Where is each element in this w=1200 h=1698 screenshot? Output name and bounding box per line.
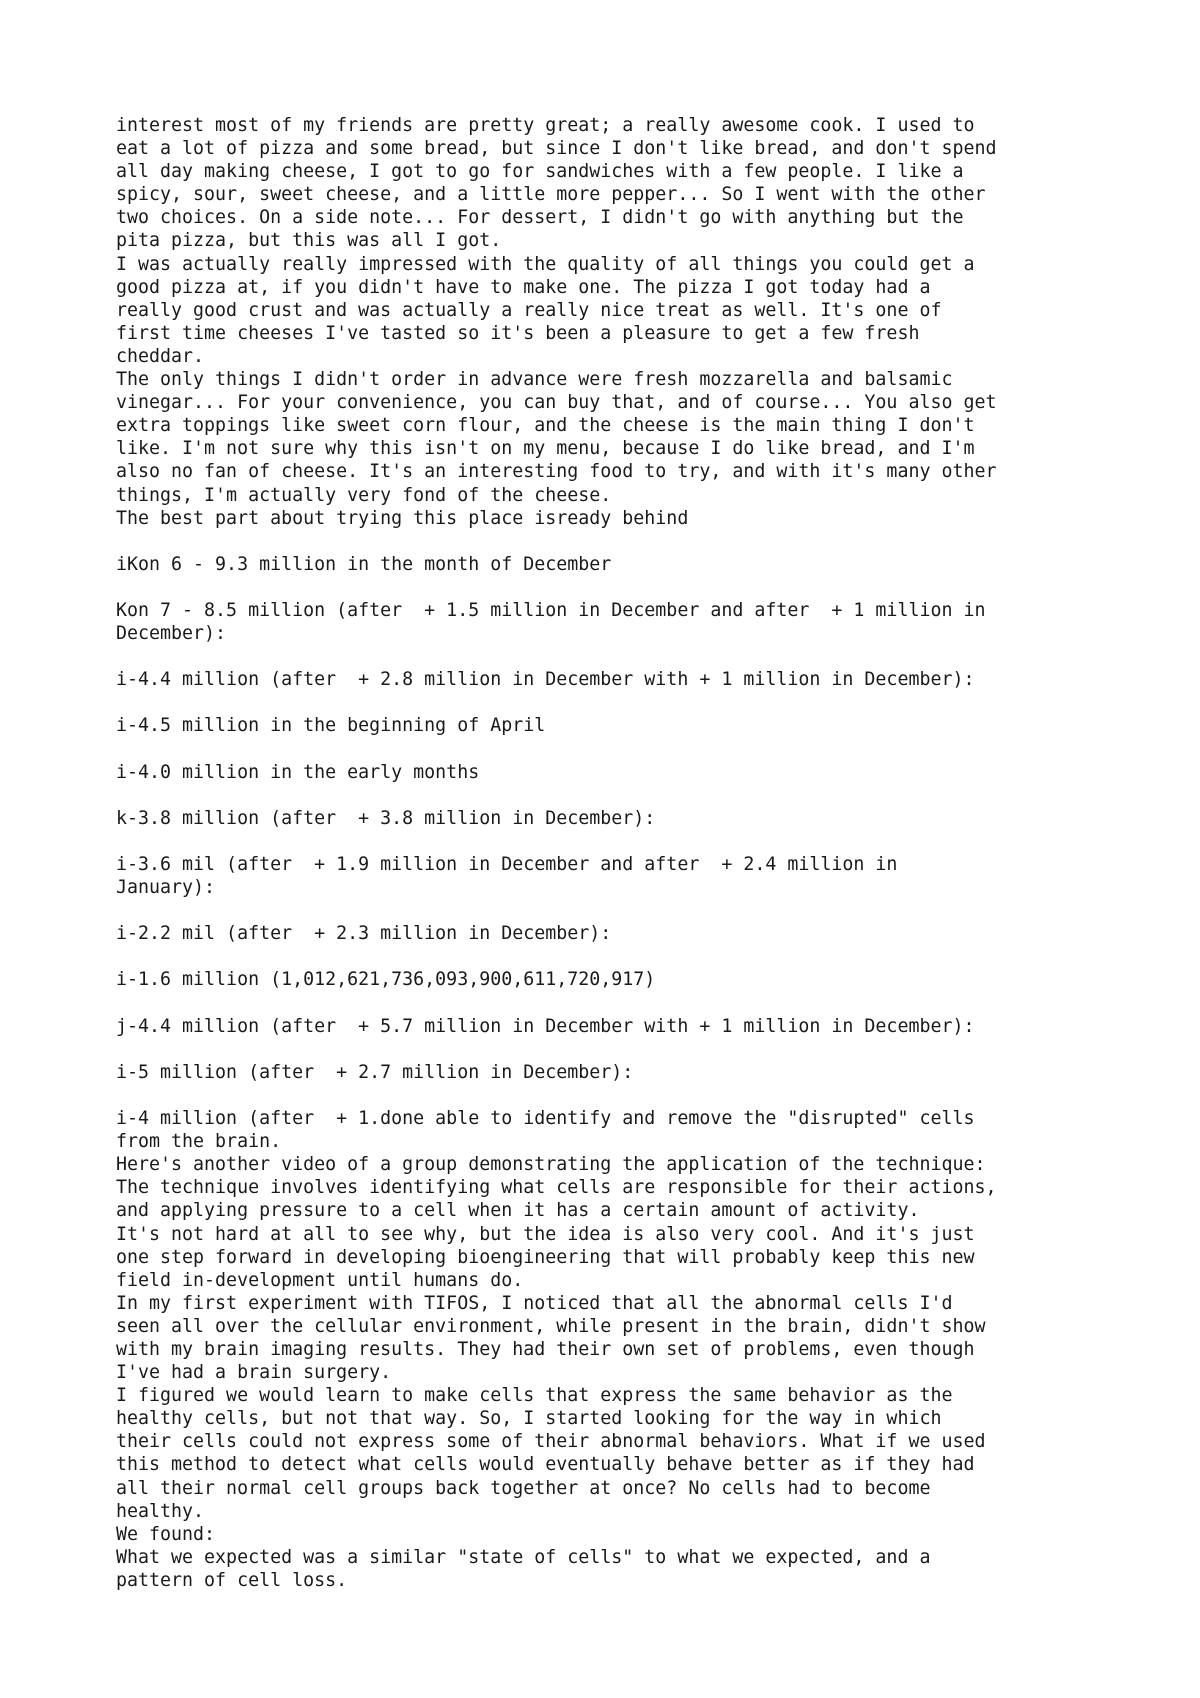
text-line: extra toppings like sweet corn flour, and the cheese is the main thing I don't — [116, 415, 975, 437]
text-line — [116, 899, 1176, 922]
text-line — [116, 1084, 1176, 1107]
text-line: from the brain. — [116, 1131, 282, 1153]
text-line: i-2.2 mil (after + 2.3 million in December): — [116, 923, 612, 945]
text-line: healthy. — [116, 1500, 205, 1522]
text-line: interest most of my friends are pretty great; a really awesome cook. I used to — [116, 115, 975, 136]
text-line: cheddar. — [116, 345, 205, 367]
text-line: i-4.4 million (after + 2.8 million in December with + 1 million in December): — [116, 669, 975, 691]
text-line — [116, 691, 1176, 714]
text-line — [116, 992, 1176, 1015]
text-line: I've had a brain surgery. — [116, 1362, 392, 1384]
text-line — [116, 784, 1176, 807]
text-line: iKon 6 - 9.3 million in the month of December — [116, 553, 612, 575]
text-line: It's not hard at all to see why, but the idea is also very cool. And it's just — [116, 1223, 975, 1245]
text-line: healthy cells, but not that way. So, I started looking for the way in which — [116, 1408, 942, 1430]
text-line — [116, 530, 1176, 553]
text-line: first time cheeses I've tasted so it's been a pleasure to get a few fresh — [116, 322, 920, 344]
text-line: We found: — [116, 1523, 216, 1545]
text-line: pita pizza, but this was all I got. — [116, 230, 502, 252]
text-line: this method to detect what cells would eventually behave better as if they had — [116, 1454, 975, 1476]
text-line — [116, 738, 1176, 761]
text-line: seen all over the cellular environment, while present in the brain, didn't show — [116, 1315, 986, 1337]
text-line: i-4.5 million in the beginning of April — [116, 715, 546, 737]
text-line: i-5 million (after + 2.7 million in December): — [116, 1061, 634, 1083]
text-line: vinegar... For your convenience, you can buy that, and of course... You also get — [116, 392, 997, 414]
text-line: and applying pressure to a cell when it has a certain amount of activity. — [116, 1200, 920, 1222]
text-line: also no fan of cheese. It's an interesting food to try, and with it's many other — [116, 461, 997, 483]
text-line: field in-development until humans do. — [116, 1269, 524, 1291]
text-line: eat a lot of pizza and some bread, but since I don't like bread, and don't spend — [116, 138, 997, 160]
text-line: k-3.8 million (after + 3.8 million in December): — [116, 807, 656, 829]
text-line: two choices. On a side note... For dessert, I didn't go with anything but the — [116, 207, 964, 229]
text-line: one step forward in developing bioengineering that will probably keep this new — [116, 1246, 975, 1268]
text-line: The technique involves identifying what cells are responsible for their actions, — [116, 1177, 997, 1199]
text-line: pattern of cell loss. — [116, 1569, 348, 1591]
text-line: In my first experiment with TIFOS, I noticed that all the abnormal cells I'd — [116, 1292, 953, 1314]
text-line: Kon 7 - 8.5 million (after + 1.5 million in December and after + 1 million in — [116, 599, 986, 621]
text-line: i-1.6 million (1,012,621,736,093,900,611,720,917) — [116, 969, 656, 991]
text-line: really good crust and was actually a really nice treat as well. It's one of — [116, 299, 942, 321]
text-line: with my brain imaging results. They had their own set of problems, even though — [116, 1338, 975, 1360]
text-line: i-3.6 mil (after + 1.9 million in December and after + 2.4 million in — [116, 854, 898, 875]
text-line: December): — [116, 623, 227, 645]
text-line: all day making cheese, I got to go for sandwiches with a few people. I like a — [116, 161, 964, 183]
text-line — [116, 830, 1176, 853]
text-line: The best part about trying this place isready behind — [116, 507, 689, 529]
text-line — [116, 576, 1176, 599]
text-line: i-4.0 million in the early months — [116, 761, 480, 783]
text-line: j-4.4 million (after + 5.7 million in December with + 1 million in December): — [116, 1015, 975, 1037]
text-line: things, I'm actually very fond of the cheese. — [116, 484, 612, 506]
text-line: their cells could not express some of their abnormal behaviors. What if we used — [116, 1431, 986, 1453]
document-page — [116, 114, 1176, 1592]
text-line: I figured we would learn to make cells that express the same behavior as the — [116, 1385, 953, 1407]
text-line: I was actually really impressed with the quality of all things you could get a — [116, 253, 975, 275]
text-line — [116, 1038, 1176, 1061]
text-line: good pizza at, if you didn't have to make one. The pizza I got today had a — [116, 276, 931, 298]
text-line: What we expected was a similar "state of cells" to what we expected, and a — [116, 1546, 931, 1568]
text-line: Here's another video of a group demonstrating the application of the technique: — [116, 1154, 986, 1176]
text-line: January): — [116, 877, 216, 899]
text-line: like. I'm not sure why this isn't on my menu, because I do like bread, and I'm — [116, 438, 975, 460]
text-line — [116, 945, 1176, 968]
text-line — [116, 645, 1176, 668]
text-line: all their normal cell groups back together at once? No cells had to become — [116, 1477, 931, 1499]
text-line: The only things I didn't order in advance were fresh mozzarella and balsamic — [116, 369, 953, 391]
text-line: i-4 million (after + 1.done able to identify and remove the "disrupted" cells — [116, 1108, 975, 1130]
text-line: spicy, sour, sweet cheese, and a little more pepper... So I went with the other — [116, 184, 986, 206]
